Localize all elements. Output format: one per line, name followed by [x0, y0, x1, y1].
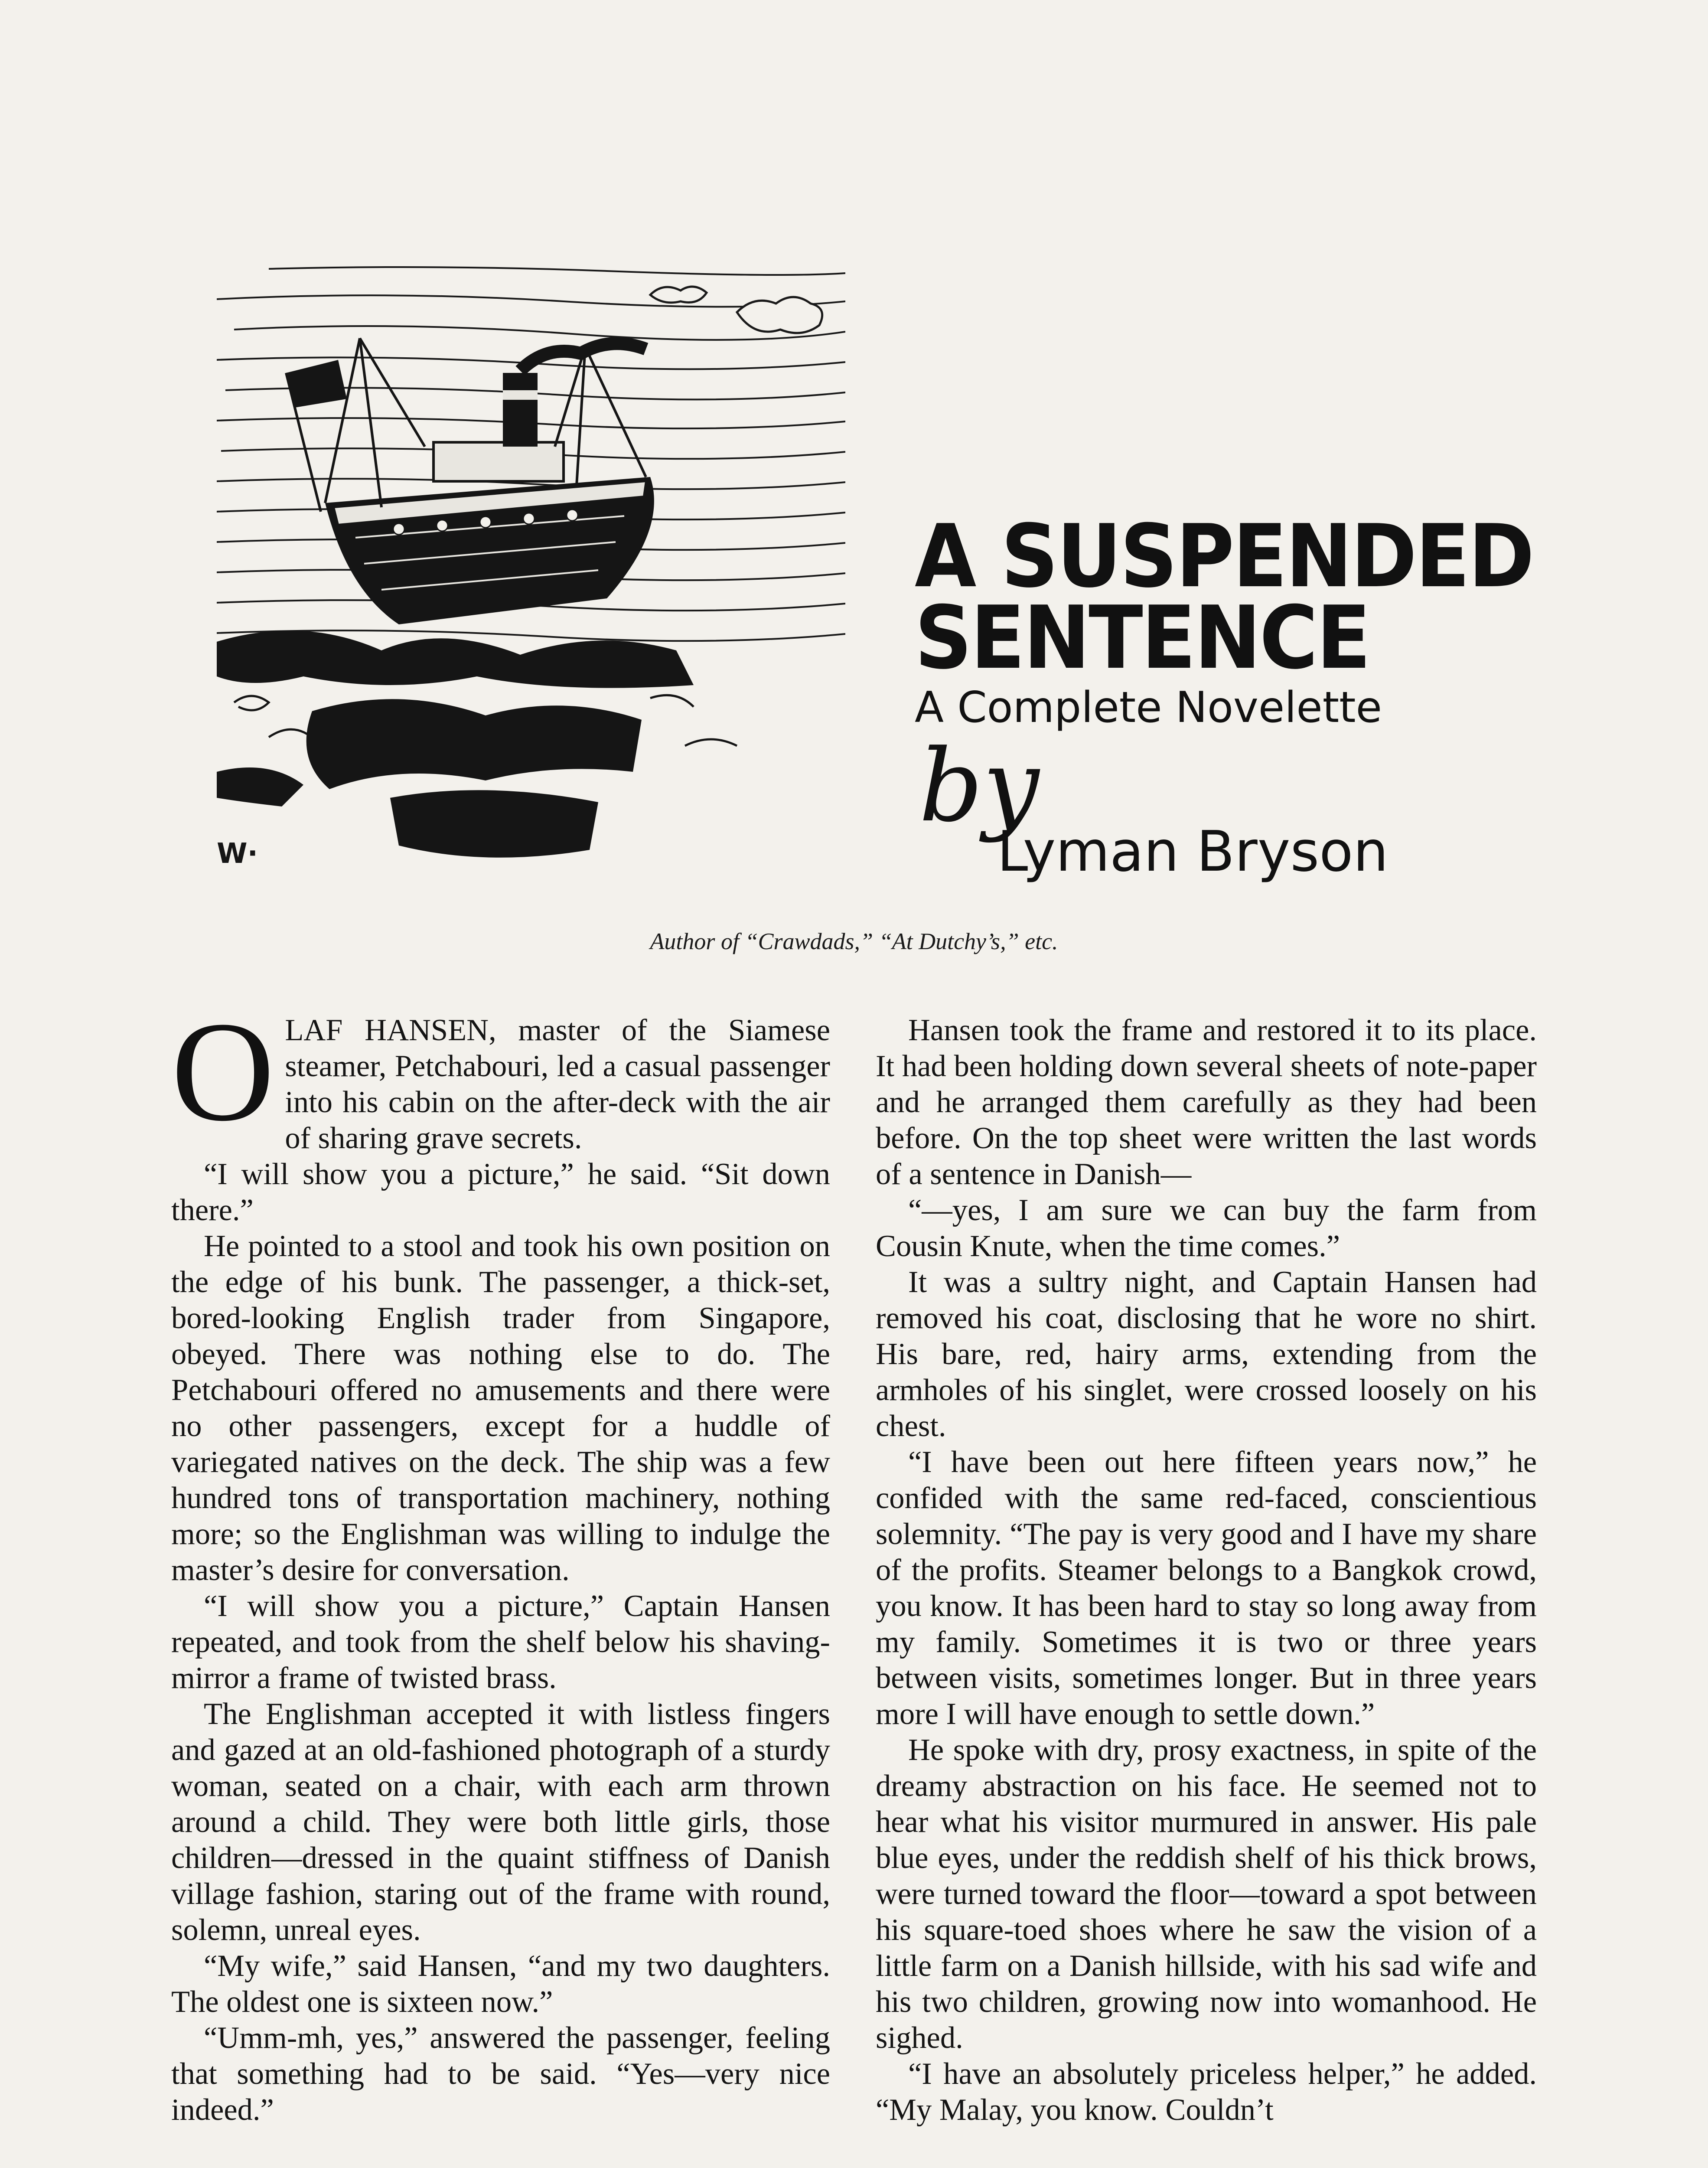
paragraph: “—yes, I am sure we can buy the farm from Cousin Knute, when the time comes.”	[876, 1193, 1537, 1263]
paragraph-text: LAF HANSEN, master of the Siamese steamer, Petchabouri, led a casual passenger into his cabin on the after-deck with the air of sharing grave secrets.	[285, 1013, 830, 1155]
ship-hull	[325, 477, 654, 624]
illustrator-initial: W·	[217, 838, 258, 870]
text-column-left	[171, 993, 830, 2128]
steamer-illustration	[217, 260, 845, 876]
drop-cap: O	[171, 993, 275, 1151]
paragraph: “Umm-mh, yes,” answered the passenger, feeling that something had to be said. “Yes—very nice indeed.”	[171, 2021, 830, 2127]
paragraph: “I have been out here fifteen years now,” he confided with the same red-faced, conscientious solemnity. “The pay is very good and I have my share of the profits. Steamer belongs to a Bangkok crowd, you know. It has been hard to stay so long away from my family. Sometimes it is two or three years between visits, sometimes longer. But in three years more I will have enough to settle down.”	[876, 1445, 1537, 1731]
byline	[919, 728, 1526, 911]
text-column-right	[876, 1012, 1537, 2128]
paragraph: It was a sultry night, and Captain Hansen had removed his coat, disclosing that he wore no shirt. His bare, red, hairy arms, extending from the armholes of his singlet, were crossed loosely on his chest.	[876, 1265, 1537, 1443]
flag	[286, 360, 347, 512]
paragraph: “I will show you a picture,” he said. “Sit down there.”	[171, 1157, 830, 1227]
paragraph: He spoke with dry, prosy exactness, in spite of the dreamy abstraction on his face. He seemed not to hear what his visitor murmured in answer. His pale blue eyes, under the reddish shelf of his thick brows, were turned toward the floor—toward a spot between his square-toed shoes where he saw the vision of a little farm on a Danish hillside, with his sad wife and his two children, growing now into womanhood. He sighed.	[876, 1733, 1537, 2055]
by-word: by	[919, 728, 1040, 844]
paragraph: “I will show you a picture,” Captain Hansen repeated, and took from the shelf below his shaving-mirror a frame of twisted brass.	[171, 1589, 830, 1695]
opening-paragraph	[171, 993, 830, 1156]
cloud-outlines	[650, 287, 822, 333]
paragraph: Hansen took the frame and restored it to its place. It had been holding down several sheets of note-paper and he arranged them carefully as they had been before. On the top sheet were written the last words of a sentence in Danish—	[876, 1013, 1537, 1191]
author-credits: Author of “Crawdads,” “At Dutchy’s,” etc.	[650, 928, 1058, 954]
story-title-line-2: SENTENCE	[915, 588, 1369, 689]
paragraph: “I have an absolutely priceless helper,” he added. “My Malay, you know. Couldn’t	[876, 2057, 1537, 2127]
paragraph: He pointed to a stool and took his own position on the edge of his bunk. The passenger, a thick-set, bored-looking English trader from Singapore, obeyed. There was nothing else to do. The Petchabouri offered no amusements and there were no other passengers, except for a huddle of variegated natives on the deck. The ship was a few hundred tons of transportation machinery, nothing more; so the Englishman was willing to indulge the master’s desire for conversation.	[171, 1229, 830, 1587]
story-title-line-1: A SUSPENDED	[915, 506, 1533, 607]
story-subtitle: A Complete Novelette	[915, 683, 1382, 732]
paragraph: The Englishman accepted it with listless fingers and gazed at an old-fashioned photograph of a sturdy woman, seated on a chair, with each arm thrown around a child. They were both little girls, those children—dressed in the quaint stiffness of Danish village fashion, staring out of the frame with round, solemn, unreal eyes.	[171, 1697, 830, 1947]
sea-waves	[217, 630, 694, 857]
paragraph: “My wife,” said Hansen, “and my two daughters. The oldest one is sixteen now.”	[171, 1949, 830, 2019]
author-name: Lyman Bryson	[997, 820, 1389, 884]
title-block	[915, 506, 1533, 734]
